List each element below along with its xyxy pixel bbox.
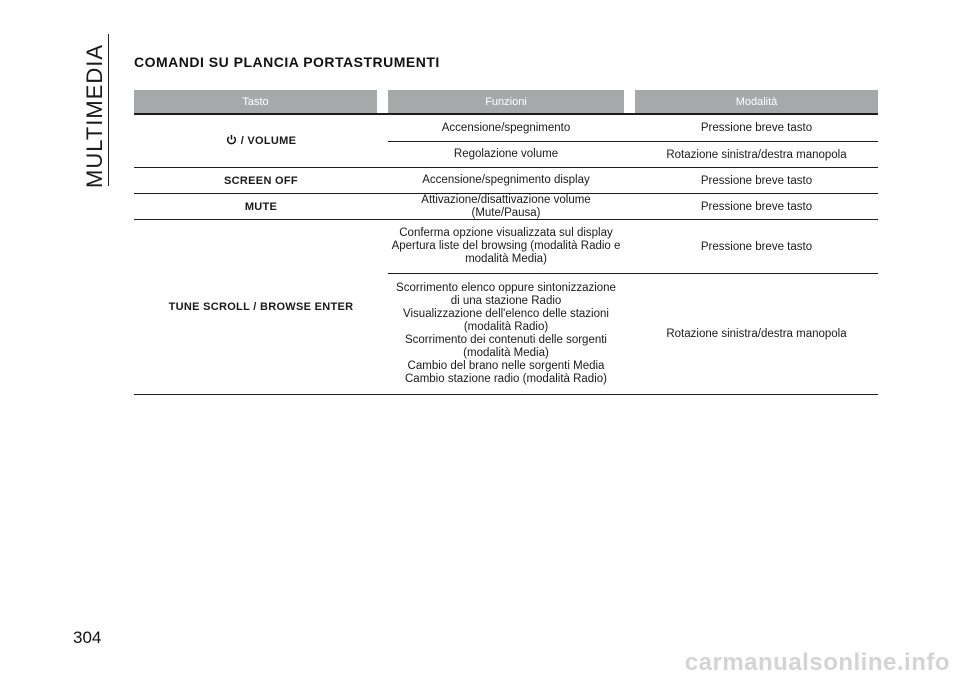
table-header <box>134 90 878 113</box>
mode-cell: Pressione breve tasto <box>700 122 813 134</box>
function-cell: Regolazione volume <box>453 148 559 160</box>
key-cell <box>134 115 388 167</box>
mode-cell: Pressione breve tasto <box>700 240 813 253</box>
table-group-tune-scroll <box>134 220 878 395</box>
section-divider <box>108 34 109 186</box>
function-cell: Conferma opzione visualizzata sul display Apertura liste del browsing (modalità Radio e modalità Media) <box>391 227 621 265</box>
mode-cell: Rotazione sinistra/destra manopola <box>666 148 847 161</box>
section-label <box>70 40 118 190</box>
table-row <box>388 194 878 219</box>
mode-cell: Pressione breve tasto <box>700 200 813 213</box>
table-row <box>388 141 878 167</box>
function-cell: Scorrimento elenco oppure sintonizzazione di una stazione Radio Visualizzazione dell'elenco delle stazioni (modalità Radio) Scorrimento dei contenuti delle sorgenti (modalità Media) Cambio del brano nelle sorgenti Media Cambio stazione radio (modalità Radio) <box>396 282 616 385</box>
key-cell: SCREEN OFF <box>224 174 298 187</box>
key-cell: TUNE SCROLL / BROWSE ENTER <box>168 301 354 313</box>
section-label-text: MULTIMEDIA <box>82 43 107 188</box>
page-number: 304 <box>73 628 102 647</box>
function-cell: Attivazione/disattivazione volume (Mute/Pausa) <box>421 193 591 219</box>
header-modalita: Modalità <box>635 90 878 113</box>
mode-cell: Rotazione sinistra/destra manopola <box>666 328 847 340</box>
controls-table <box>134 90 878 395</box>
key-label: / VOLUME <box>240 135 297 147</box>
table-row <box>388 273 878 394</box>
header-funzioni: Funzioni <box>388 90 624 113</box>
mode-cell: Pressione breve tasto <box>700 174 813 187</box>
table-row <box>388 220 878 273</box>
key-cell: MUTE <box>244 200 278 213</box>
page-title: COMANDI SU PLANCIA PORTASTRUMENTI <box>134 54 440 70</box>
table-row <box>388 115 878 141</box>
table-group-screen-off <box>134 168 878 194</box>
table-group-volume <box>134 115 878 168</box>
watermark: carmanualsonline.info <box>684 649 950 676</box>
header-tasto: Tasto <box>134 90 377 113</box>
table-row <box>388 168 878 193</box>
table-group-mute <box>134 194 878 220</box>
function-cell: Accensione/spegnimento display <box>422 174 590 186</box>
function-cell: Accensione/spegnimento <box>441 121 571 134</box>
power-icon <box>226 134 237 148</box>
